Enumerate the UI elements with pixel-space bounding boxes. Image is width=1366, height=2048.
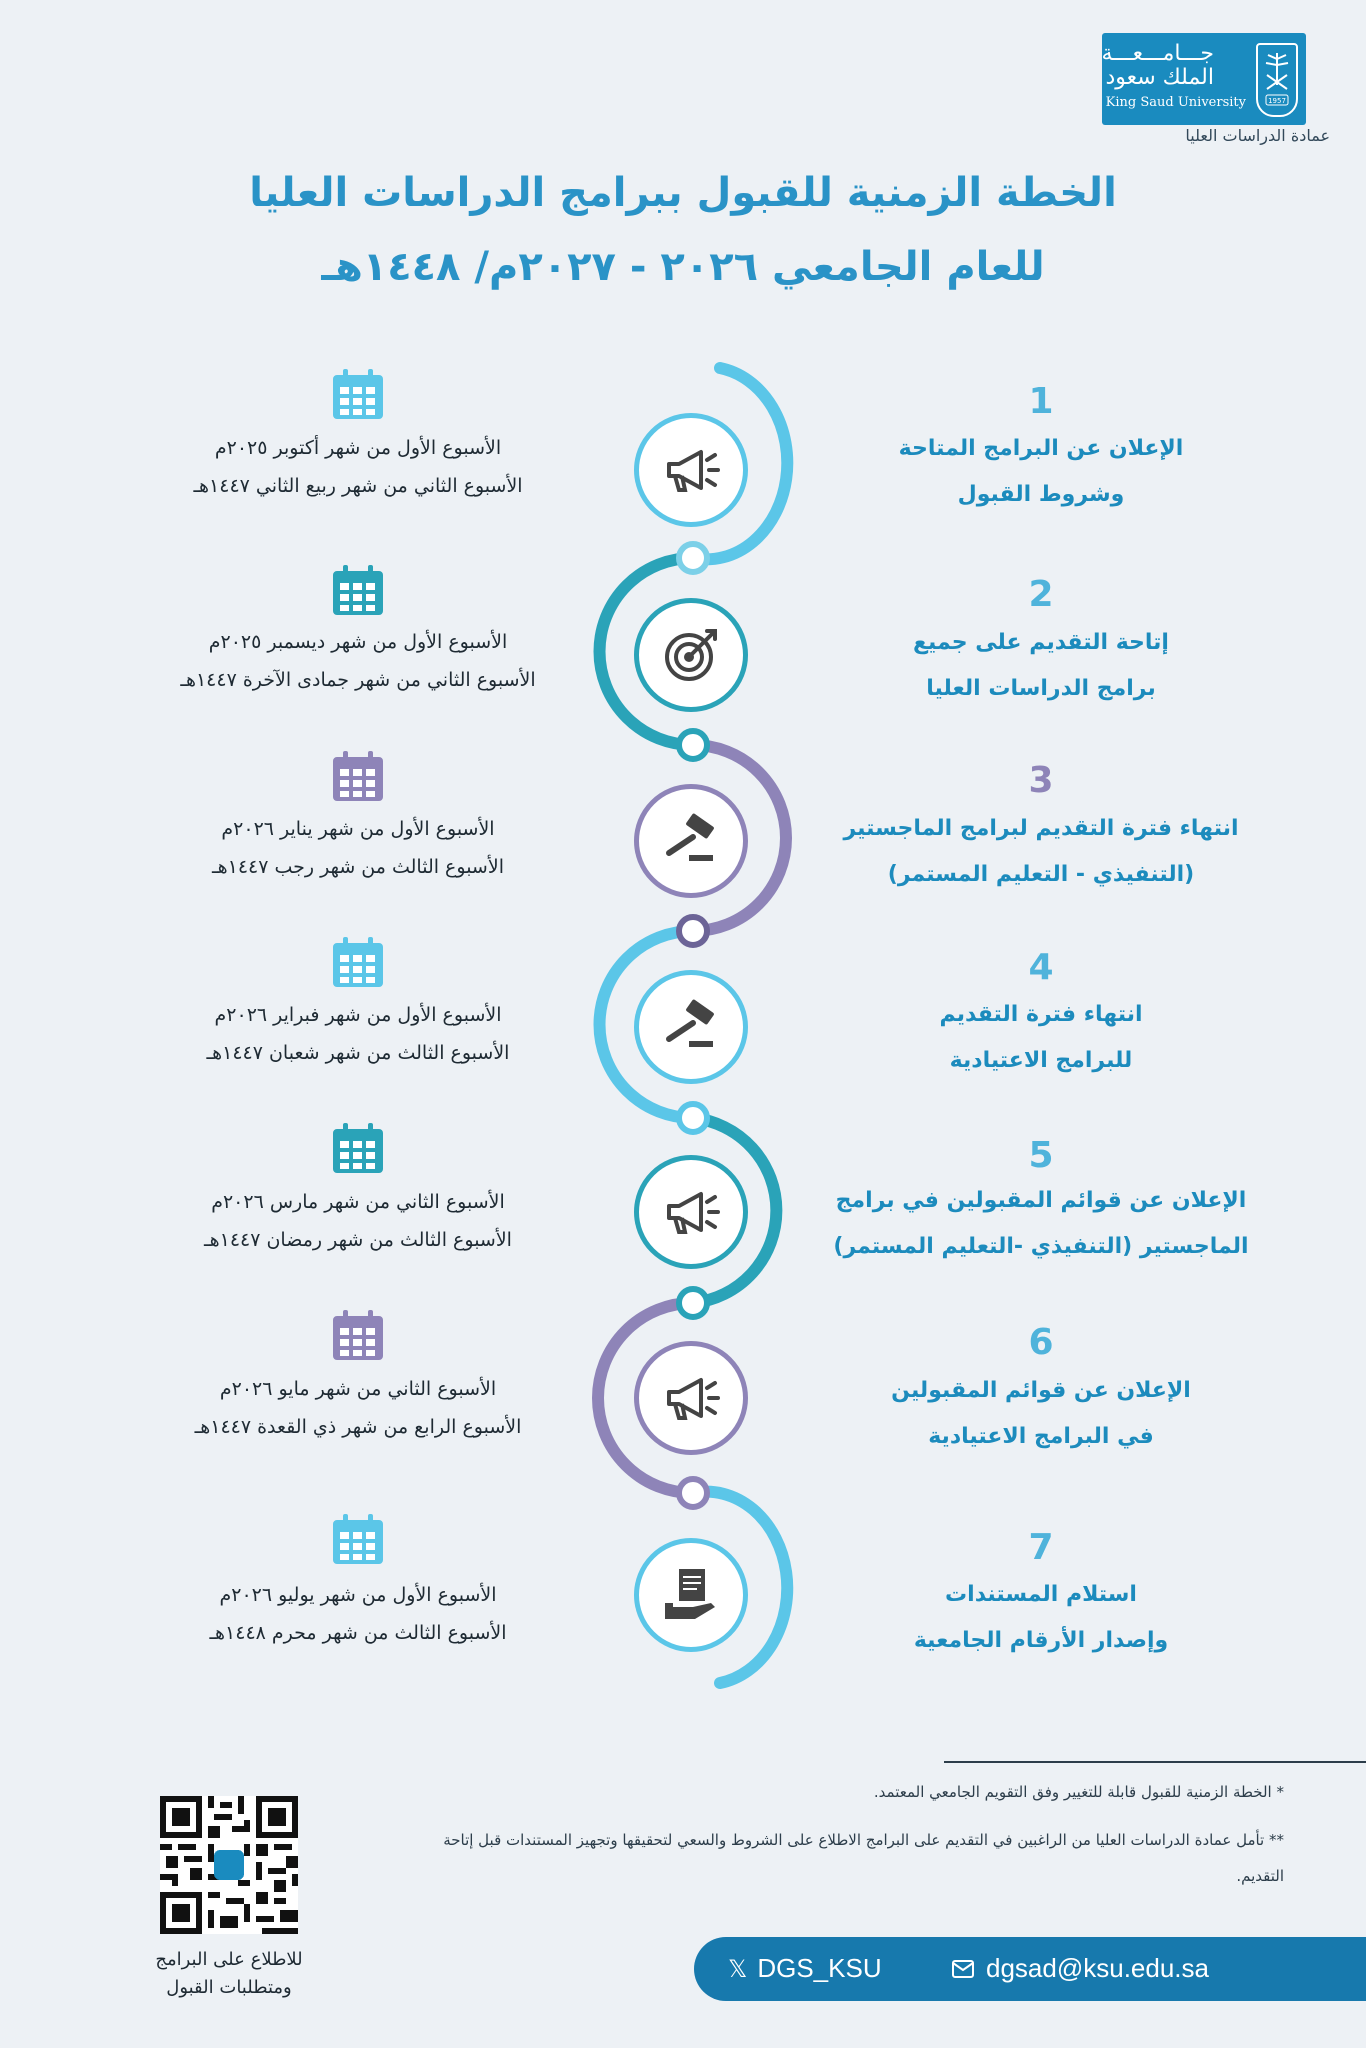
- step-6-title-line2: في البرامج الاعتيادية: [928, 1424, 1154, 1449]
- step-1-number: 1: [1028, 381, 1054, 422]
- calendar-icon: [331, 1123, 385, 1175]
- note-2-text: تأمل عمادة الدراسات العليا من الراغبين في التقديم على البرامج الاطلاع على الشروط والسعي لتحقيقها وتجهيز المستندات قبل إتاحة التقديم.: [443, 1831, 1284, 1885]
- step-7-title-line2: وإصدار الأرقام الجامعية: [913, 1628, 1169, 1653]
- email-address: dgsad@ksu.edu.sa: [986, 1953, 1209, 1983]
- step-1-icon-circle: [634, 413, 748, 527]
- calendar-icon: [331, 1310, 385, 1362]
- megaphone-icon: [659, 1366, 723, 1430]
- palm-emblem-icon: [1256, 43, 1298, 117]
- step-6-date-gregorian: الأسبوع الثاني من شهر مايو ٢٠٢٦م: [219, 1378, 497, 1400]
- step-4-number: 4: [1028, 947, 1054, 988]
- calendar-icon: [331, 565, 385, 617]
- step-2-number: 2: [1028, 574, 1054, 615]
- step-5-title: [781, 1178, 1301, 1270]
- step-2-date-hijri: الأسبوع الثاني من شهر جمادى الآخرة ١٤٤٧هـ: [180, 669, 536, 691]
- megaphone-icon: [659, 438, 723, 502]
- step-5-title-line2: الماجستير (التنفيذي -التعليم المستمر): [833, 1234, 1249, 1259]
- step-5-date-hijri: الأسبوع الثالث من شهر رمضان ١٤٤٧هـ: [204, 1229, 512, 1251]
- step-1-date: [128, 429, 588, 505]
- university-logo: [1102, 33, 1306, 125]
- logo-arabic-line1: جـــامـــعـــة: [1101, 41, 1214, 66]
- note-1-marker: *: [1276, 1783, 1284, 1801]
- qr-label: [112, 1946, 346, 2002]
- step-7-date: [128, 1576, 588, 1652]
- step-2-date-gregorian: الأسبوع الأول من شهر ديسمبر ٢٠٢٥م: [208, 631, 508, 653]
- step-6-icon-circle: [634, 1341, 748, 1455]
- gavel-icon: [659, 995, 723, 1059]
- step-3-date: [128, 810, 588, 886]
- note-1-text: الخطة الزمنية للقبول قابلة للتغيير وفق التقويم الجامعي المعتمد.: [873, 1783, 1272, 1801]
- calendar-icon: [331, 937, 385, 989]
- logo-arabic-line2: الملك سعود: [1105, 65, 1214, 90]
- email-icon: [952, 1960, 974, 1978]
- logo-year: 1957: [1268, 97, 1286, 105]
- step-7-title-line1: استلام المستندات: [945, 1582, 1137, 1607]
- step-4-title-line2: للبرامج الاعتيادية: [949, 1048, 1133, 1073]
- note-2: [424, 1822, 1284, 1894]
- calendar-icon: [331, 751, 385, 803]
- step-2-title-line2: برامج الدراسات العليا: [926, 676, 1156, 701]
- step-5-title-line1: الإعلان عن قوائم المقبولين في برامج: [835, 1188, 1247, 1213]
- step-3-icon-circle: [634, 784, 748, 898]
- page-title: الخطة الزمنية للقبول ببرامج الدراسات العليا: [249, 170, 1117, 216]
- step-4-icon-circle: [634, 970, 748, 1084]
- calendar-icon: [331, 369, 385, 421]
- documents-hand-icon: [659, 1563, 723, 1627]
- x-contact[interactable]: [728, 1953, 882, 1984]
- x-handle: DGS_KSU: [757, 1953, 882, 1983]
- step-7-icon-circle: [634, 1538, 748, 1652]
- contact-bar: [694, 1937, 1366, 2001]
- step-1-date-hijri: الأسبوع الثاني من شهر ربيع الثاني ١٤٤٧هـ: [193, 475, 523, 497]
- step-6-date: [128, 1370, 588, 1446]
- step-6-number: 6: [1028, 1322, 1054, 1363]
- qr-label-line1: للاطلاع على البرامج: [155, 1949, 303, 1970]
- logo-english: King Saud University: [1105, 95, 1246, 110]
- step-2-title-line1: إتاحة التقديم على جميع: [913, 630, 1169, 655]
- x-logo-icon: 𝕏: [728, 1954, 748, 1983]
- department-name: عمادة الدراسات العليا: [1185, 126, 1330, 145]
- step-4-date-gregorian: الأسبوع الأول من شهر فبراير ٢٠٢٦م: [214, 1004, 502, 1026]
- megaphone-icon: [659, 1180, 723, 1244]
- page-subtitle: للعام الجامعي ٢٠٢٦ - ٢٠٢٧م/ ١٤٤٨هـ: [321, 244, 1045, 290]
- step-3-number: 3: [1028, 760, 1054, 801]
- step-5-date-gregorian: الأسبوع الثاني من شهر مارس ٢٠٢٦م: [211, 1191, 505, 1213]
- step-7-date-gregorian: الأسبوع الأول من شهر يوليو ٢٠٢٦م: [219, 1584, 497, 1606]
- qr-label-line2: ومتطلبات القبول: [166, 1977, 292, 1998]
- email-contact[interactable]: [952, 1953, 1209, 1984]
- step-2-icon-circle: [634, 598, 748, 712]
- note-1: [424, 1774, 1284, 1810]
- step-7-title: [781, 1572, 1301, 1664]
- step-3-title-line1: انتهاء فترة التقديم لبرامج الماجستير: [843, 816, 1239, 841]
- step-3-title: [781, 806, 1301, 898]
- step-4-date-hijri: الأسبوع الثالث من شهر شعبان ١٤٤٧هـ: [206, 1042, 510, 1064]
- target-icon: [659, 623, 723, 687]
- gavel-icon: [659, 809, 723, 873]
- step-5-number: 5: [1028, 1135, 1054, 1176]
- step-2-date: [128, 623, 588, 699]
- step-5-icon-circle: [634, 1155, 748, 1269]
- step-3-title-line2: (التنفيذي - التعليم المستمر): [887, 862, 1195, 887]
- step-6-title-line1: الإعلان عن قوائم المقبولين: [891, 1378, 1191, 1403]
- step-6-date-hijri: الأسبوع الرابع من شهر ذي القعدة ١٤٤٧هـ: [194, 1416, 522, 1438]
- step-4-title-line1: انتهاء فترة التقديم: [939, 1002, 1143, 1027]
- step-4-title: [781, 992, 1301, 1084]
- step-2-title: [781, 620, 1301, 712]
- step-5-date: [128, 1183, 588, 1259]
- notes-divider: [944, 1761, 1366, 1763]
- step-3-date-hijri: الأسبوع الثالث من شهر رجب ١٤٤٧هـ: [212, 856, 504, 878]
- step-1-date-gregorian: الأسبوع الأول من شهر أكتوبر ٢٠٢٥م: [214, 437, 502, 459]
- note-2-marker: **: [1269, 1831, 1284, 1849]
- qr-code[interactable]: [160, 1796, 298, 1934]
- step-1-title: [781, 426, 1301, 518]
- step-7-number: 7: [1028, 1527, 1054, 1568]
- step-1-title-line2: وشروط القبول: [957, 482, 1125, 507]
- step-6-title: [781, 1368, 1301, 1460]
- calendar-icon: [331, 1514, 385, 1566]
- step-7-date-hijri: الأسبوع الثالث من شهر محرم ١٤٤٨هـ: [209, 1622, 507, 1644]
- step-3-date-gregorian: الأسبوع الأول من شهر يناير ٢٠٢٦م: [221, 818, 495, 840]
- step-1-title-line1: الإعلان عن البرامج المتاحة: [898, 436, 1184, 461]
- step-4-date: [128, 996, 588, 1072]
